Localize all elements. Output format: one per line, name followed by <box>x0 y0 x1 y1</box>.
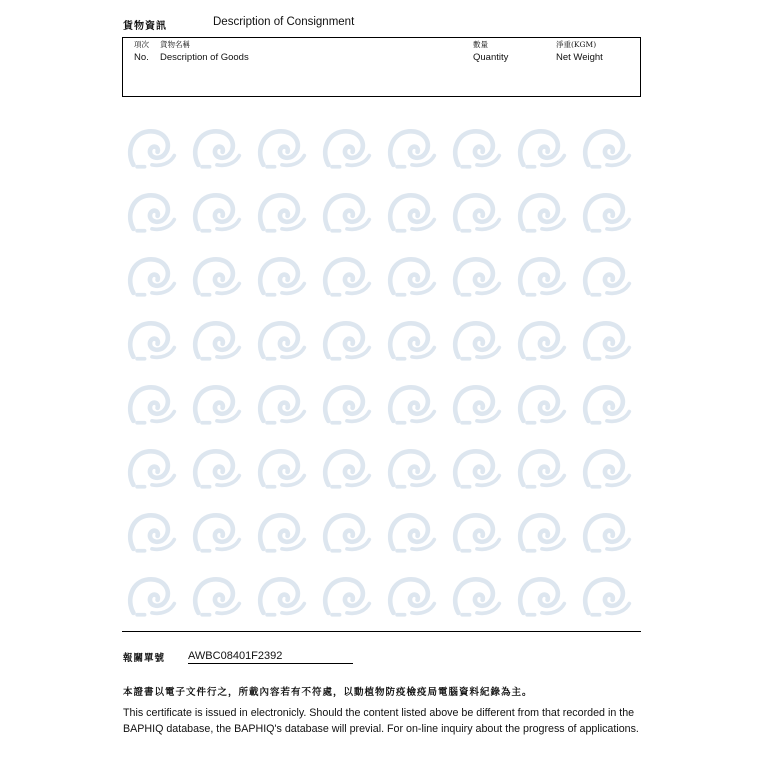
column-header-cn: 貨物名稱 <box>160 40 190 49</box>
notice-text-cn: 本證書以電子文件行之，所載內容若有不符處，以動植物防疫檢疫局電腦資料紀錄為主。 <box>123 687 533 698</box>
goods-table <box>122 37 641 97</box>
notice-text-en: This certificate is issued in electronicly. Should the content listed above be different from that recorded in the BAPHIQ database, the BAPHIQ's database will previal. For on-line inquiry about the progress of applications. <box>123 707 639 735</box>
declaration-number-value: AWBC08401F2392 <box>188 650 353 664</box>
column-header-net-weight <box>556 40 603 66</box>
column-header-cn: 數量 <box>473 40 488 49</box>
column-header-no <box>134 40 149 66</box>
column-header-en: Description of Goods <box>160 52 249 63</box>
column-header-cn: 項次 <box>134 40 149 49</box>
section-divider <box>122 631 641 632</box>
column-header-quantity <box>473 40 508 66</box>
column-header-en: Net Weight <box>556 52 603 63</box>
column-header-en: No. <box>134 52 149 63</box>
column-header-cn: 淨重(KGM) <box>556 40 597 49</box>
watermark-pattern <box>120 120 642 628</box>
consignment-title-cn: 貨物資訊 <box>123 21 167 32</box>
column-header-description <box>160 40 249 66</box>
consignment-title-en: Description of Consignment <box>213 16 355 28</box>
column-header-en: Quantity <box>473 52 509 63</box>
declaration-number-label: 報關單號 <box>123 653 166 664</box>
